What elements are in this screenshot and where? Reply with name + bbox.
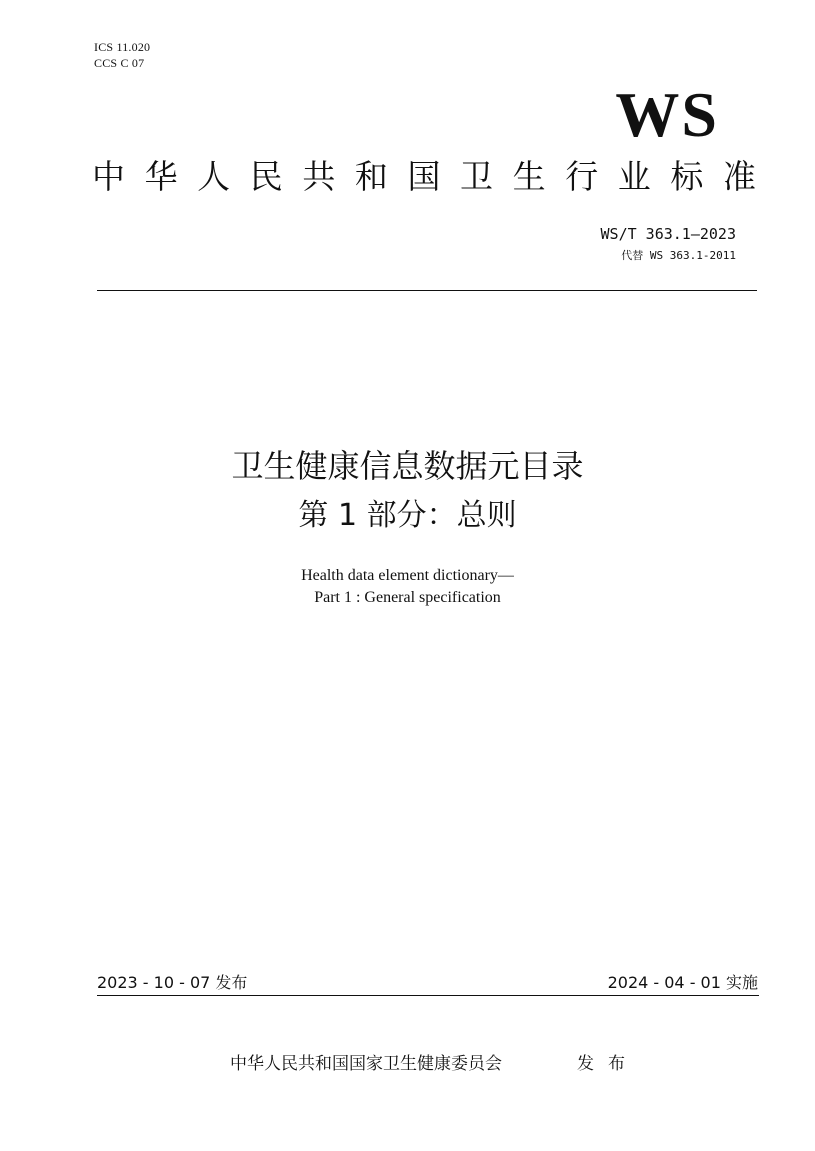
title-english bbox=[0, 565, 815, 609]
standard-category-char: 标 bbox=[670, 157, 704, 196]
title-chinese-line2: 第 1 部分：总则 bbox=[298, 498, 517, 533]
issue-date: 2023 - 10 - 07 发布 bbox=[97, 973, 248, 992]
standard-category-char: 国 bbox=[407, 157, 441, 196]
ics-code: ICS 11.020 bbox=[94, 40, 151, 54]
issue-label: 发布 bbox=[577, 1054, 639, 1074]
standard-category-char: 行 bbox=[565, 157, 599, 196]
ws-logo: WS bbox=[615, 79, 719, 150]
standard-category-char: 人 bbox=[197, 157, 231, 196]
standard-category-char: 业 bbox=[617, 157, 651, 196]
standard-category-char: 和 bbox=[354, 157, 388, 196]
standard-category-char: 生 bbox=[512, 157, 546, 196]
ccs-code: CCS C 07 bbox=[94, 56, 145, 70]
footer-divider bbox=[97, 995, 759, 996]
issuing-authority: 中华人民共和国国家卫生健康委员会 bbox=[230, 1054, 502, 1074]
standard-category-char: 准 bbox=[722, 157, 756, 196]
standard-number: WS/T 363.1—2023 bbox=[600, 225, 736, 243]
implementation-date: 2024 - 04 - 01 实施 bbox=[607, 973, 758, 992]
replaces-standard: 代替 WS 363.1-2011 bbox=[621, 249, 736, 262]
classification-codes bbox=[94, 39, 150, 71]
standard-category-name bbox=[92, 155, 756, 199]
title-english-line1: Health data element dictionary— bbox=[301, 567, 514, 584]
standard-category-char: 中 bbox=[92, 157, 125, 196]
header-divider bbox=[97, 290, 757, 291]
standard-category-char: 卫 bbox=[460, 157, 494, 196]
title-english-line2: Part 1 : General specification bbox=[314, 589, 501, 606]
standard-category-char: 共 bbox=[302, 157, 336, 196]
title-chinese-line1: 卫生健康信息数据元目录 bbox=[231, 447, 584, 485]
standard-category-char: 华 bbox=[144, 157, 178, 196]
standard-category-char: 民 bbox=[249, 157, 283, 196]
